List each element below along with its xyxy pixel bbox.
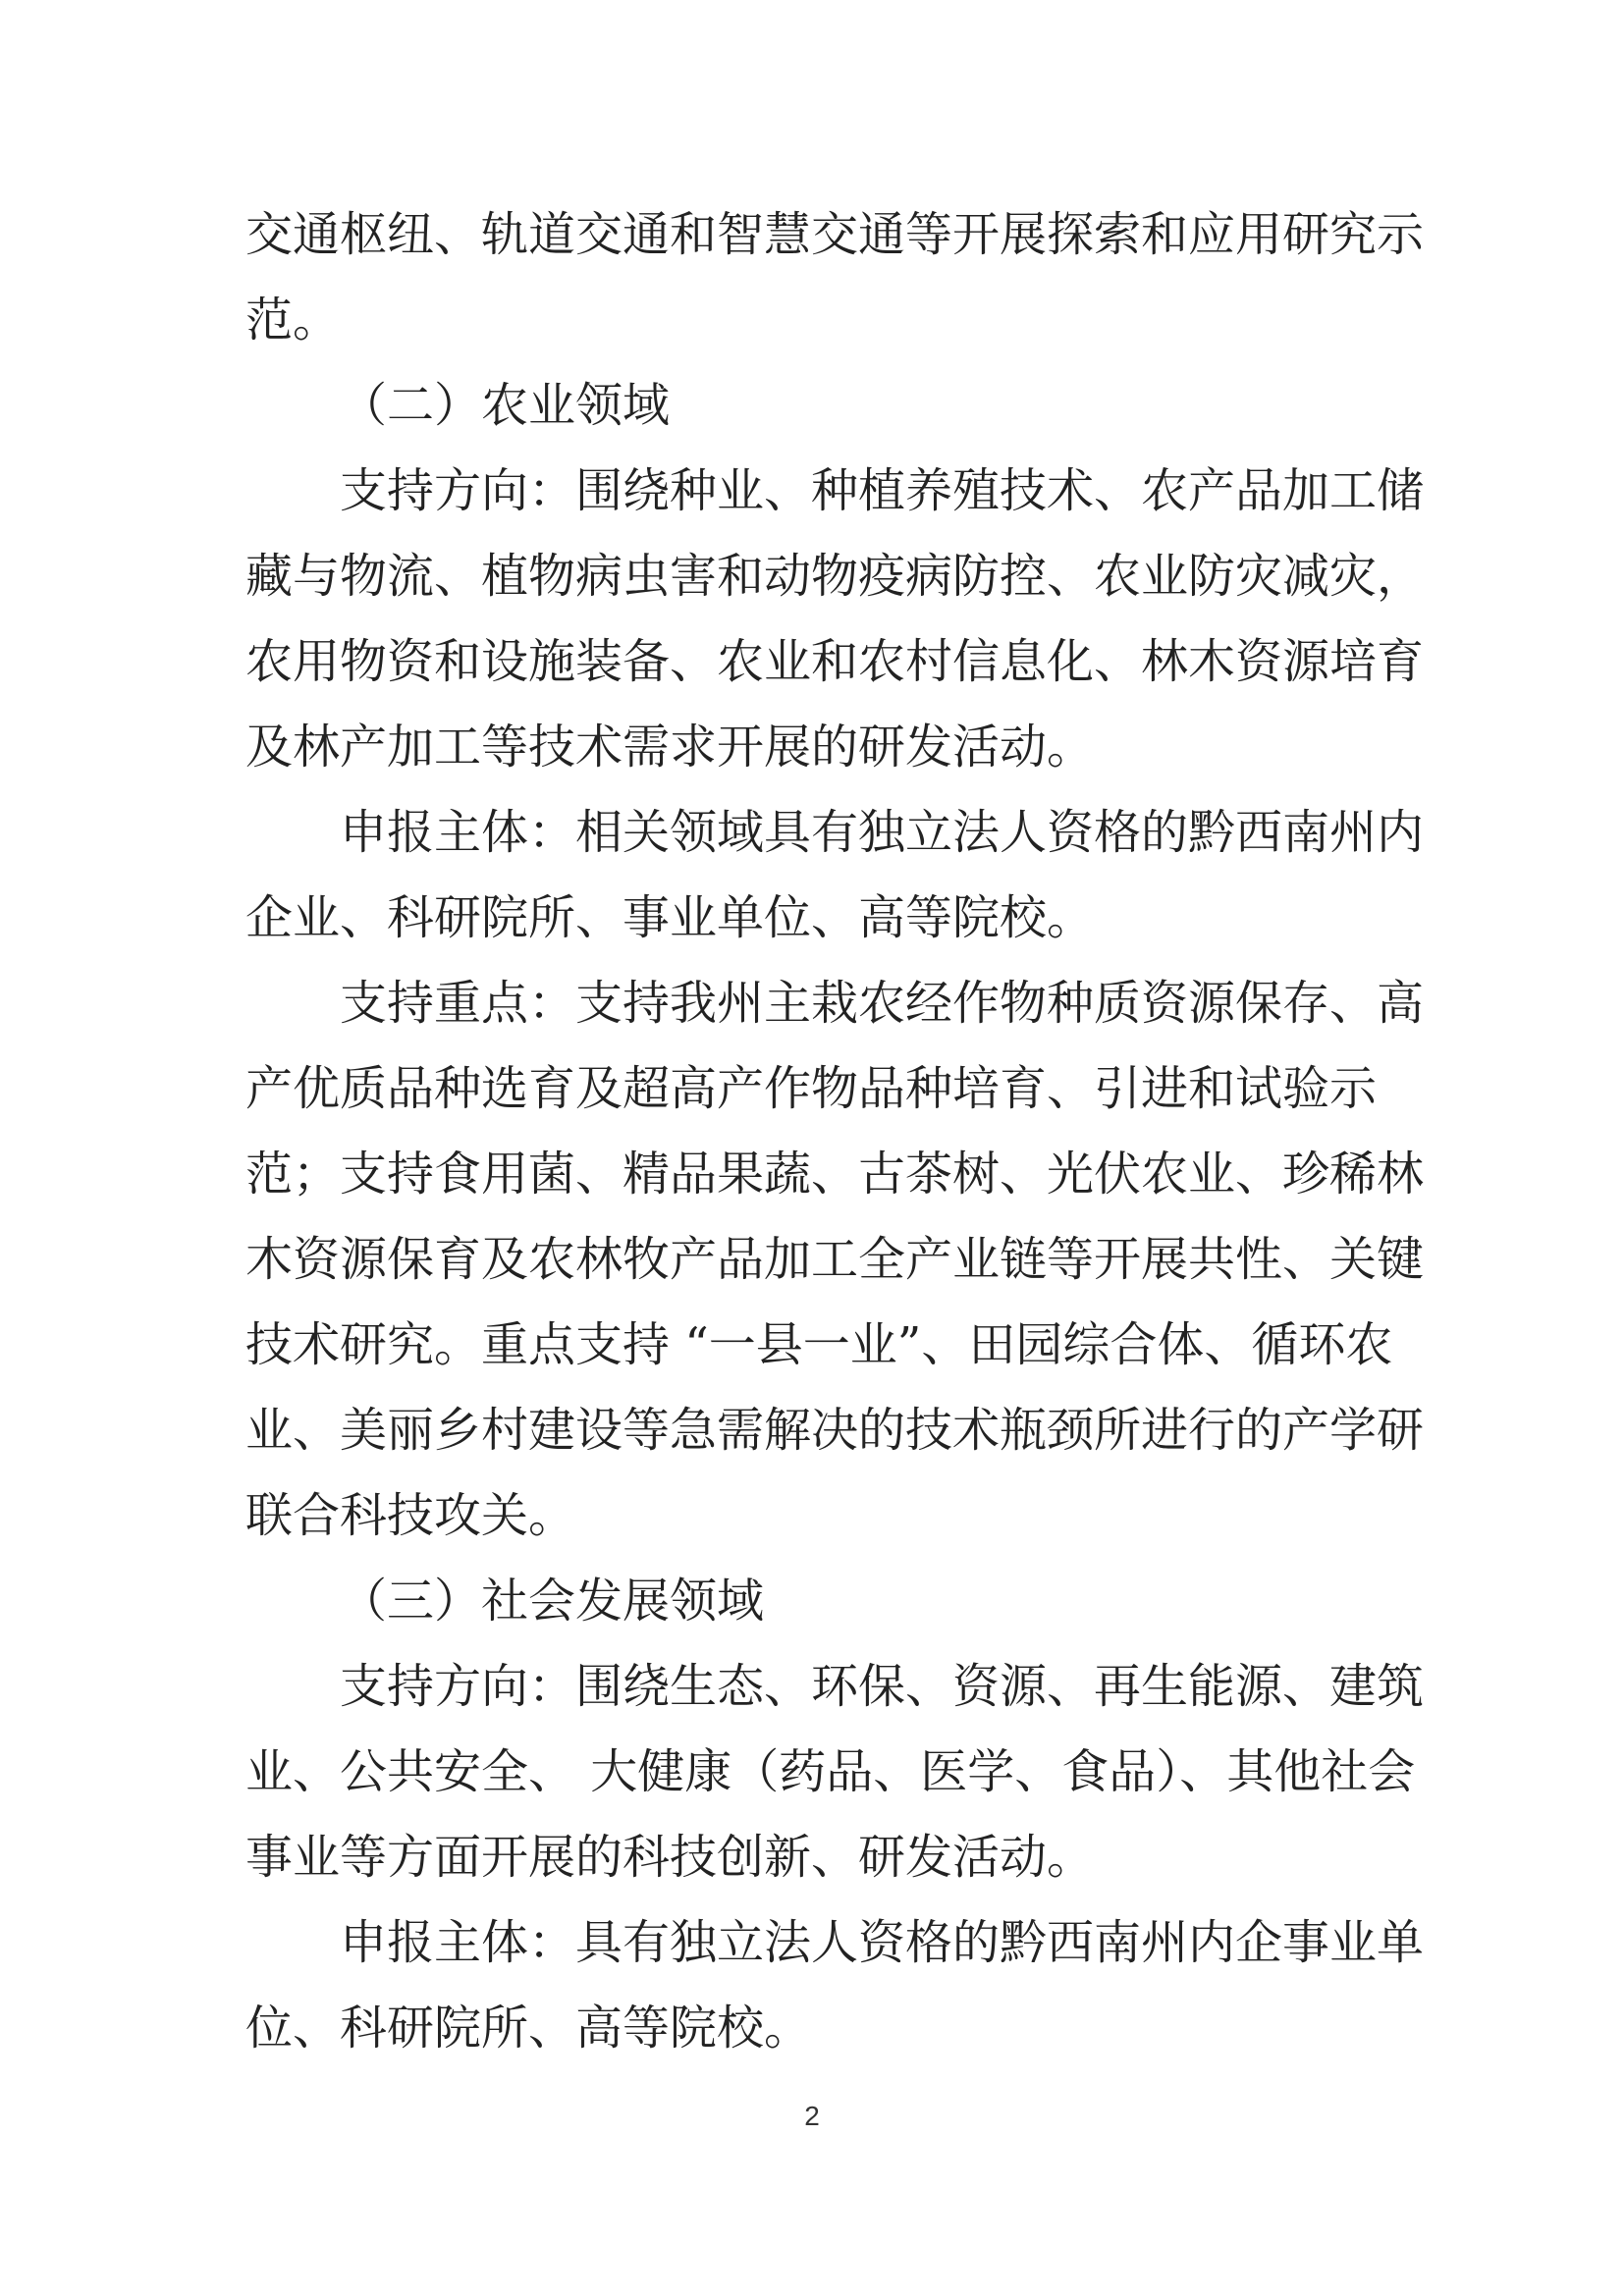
- paragraph-line: 业、美丽乡村建设等急需解决的技术瓶颈所进行的产学研: [245, 1403, 1425, 1458]
- section-heading-social-development: （三）社会发展领域: [340, 1574, 765, 1629]
- section-heading-agriculture: （二）农业领域: [340, 378, 671, 433]
- paragraph-line: 业、公共安全、 大健康（药品、医学、食品）、其他社会: [245, 1744, 1416, 1799]
- paragraph-line: 技术研究。重点支持 “一县一业”、田园综合体、循环农: [245, 1317, 1393, 1372]
- paragraph-line: 及林产加工等技术需求开展的研发活动。: [245, 720, 1095, 774]
- paragraph-line: 企业、科研院所、事业单位、高等院校。: [245, 890, 1095, 945]
- paragraph-line: 位、科研院所、高等院校。: [245, 2001, 812, 2056]
- paragraph-line: 范；支持食用菌、精品果蔬、古茶树、光伏农业、珍稀林: [245, 1147, 1425, 1201]
- paragraph-line: 支持方向：围绕种业、种植养殖技术、农产品加工储: [340, 463, 1425, 518]
- body-text: [245, 192, 1425, 2071]
- page-number: 2: [804, 2101, 820, 2131]
- paragraph-line: 藏与物流、植物病虫害和动物疫病防控、农业防灾减灾，: [245, 549, 1425, 604]
- paragraph-line: 交通枢纽、轨道交通和智慧交通等开展探索和应用研究示: [245, 207, 1425, 262]
- paragraph-line: 产优质品种选育及超高产作物品种培育、引进和试验示: [245, 1061, 1378, 1116]
- paragraph-line: 事业等方面开展的科技创新、研发活动。: [245, 1830, 1095, 1885]
- paragraph-line: 联合科技攻关。: [245, 1488, 576, 1543]
- paragraph-line: 支持方向：围绕生态、环保、资源、再生能源、建筑: [340, 1659, 1425, 1714]
- paragraph-line: 申报主体：具有独立法人资格的黔西南州内企事业单: [340, 1915, 1425, 1970]
- paragraph-line: 范。: [245, 293, 341, 347]
- paragraph-line: 申报主体：相关领域具有独立法人资格的黔西南州内: [340, 805, 1425, 860]
- paragraph-line: 农用物资和设施装备、农业和农村信息化、林木资源培育: [245, 634, 1425, 689]
- paragraph-line: 支持重点：支持我州主栽农经作物种质资源保存、高: [340, 976, 1425, 1031]
- paragraph-line: 木资源保育及农林牧产品加工全产业链等开展共性、关键: [245, 1232, 1425, 1287]
